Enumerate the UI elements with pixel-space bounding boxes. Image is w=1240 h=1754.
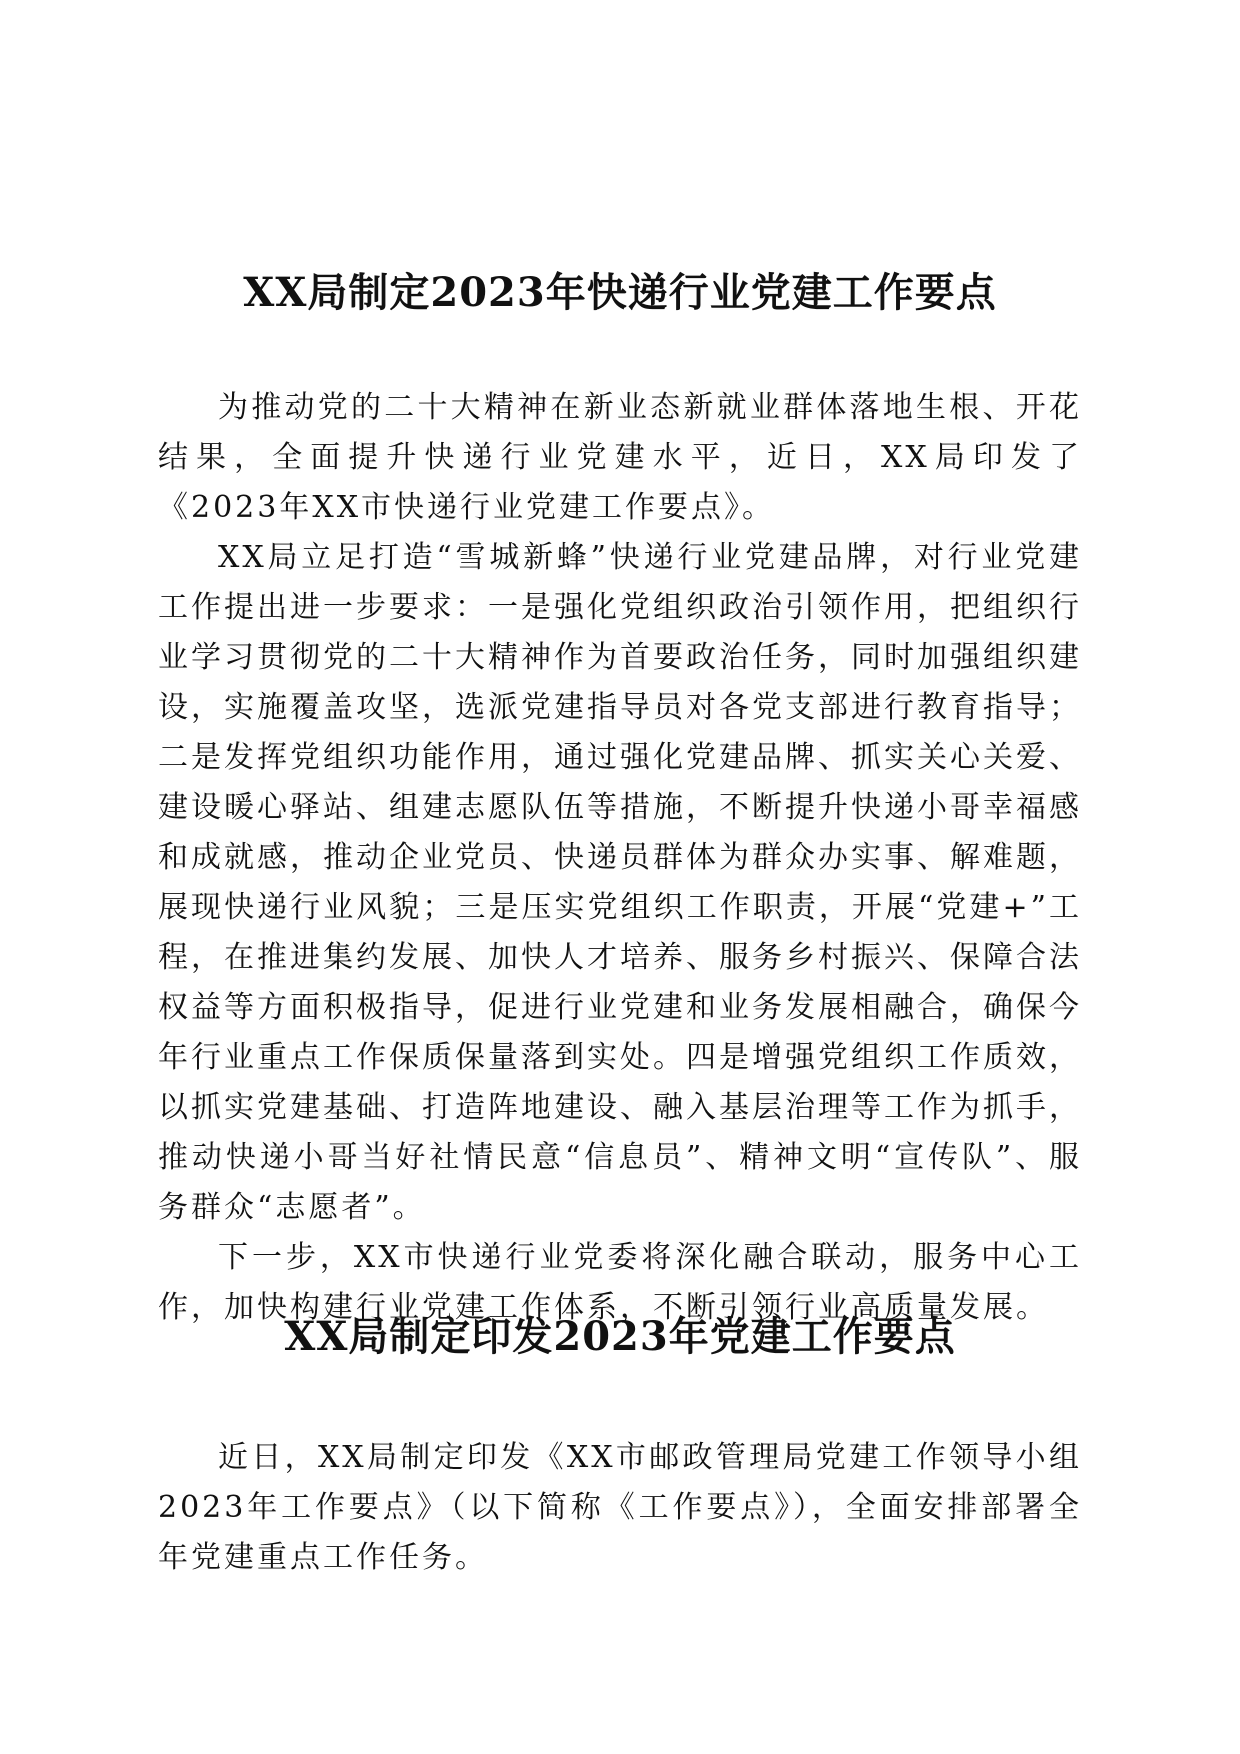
article-body-1	[158, 383, 1082, 1333]
article-title-2: XX局制定印发2023年党建工作要点	[284, 1313, 956, 1360]
article-2-paragraph-1: 近日，XX局制定印发《XX市邮政管理局党建工作领导小组2023年工作要点》（以下简称《工作要点》），全面安排部署全年党建重点工作任务。	[158, 1440, 1082, 1575]
article-1-paragraph-1: 为推动党的二十大精神在新业态新就业群体落地生根、开花结果，全面提升快递行业党建水平，近日，XX局印发了《2023年XX市快递行业党建工作要点》。	[158, 390, 1082, 525]
article-1-paragraph-2: XX局立足打造“雪城新蜂”快递行业党建品牌，对行业党建工作提出进一步要求：一是强化党组织政治引领作用，把组织行业学习贯彻党的二十大精神作为首要政治任务，同时加强组织建设，实施覆盖攻坚，选派党建指导员对各党支部进行教育指导；二是发挥党组织功能作用，通过强化党建品牌、抓实关心关爱、建设暖心驿站、组建志愿队伍等措施，不断提升快递小哥幸福感和成就感，推动企业党员、快递员群体为群众办实事、解难题，展现快递行业风貌；三是压实党组织工作职责，开展“党建+”工程，在推进集约发展、加快人才培养、服务乡村振兴、保障合法权益等方面积极指导，促进行业党建和业务发展相融合，确保今年行业重点工作保质保量落到实处。四是增强党组织工作质效，以抓实党建基础、打造阵地建设、融入基层治理等工作为抓手，推动快递小哥当好社情民意“信息员”、精神文明“宣传队”、服务群众“志愿者”。	[158, 540, 1082, 1225]
article-body-2	[158, 1433, 1082, 1583]
article-1-paragraph-3: 下一步，XX市快递行业党委将深化融合联动，服务中心工作，加快构建行业党建工作体系，不断引领行业高质量发展。	[158, 1240, 1082, 1325]
article-title-1: XX局制定2023年快递行业党建工作要点	[243, 269, 997, 316]
